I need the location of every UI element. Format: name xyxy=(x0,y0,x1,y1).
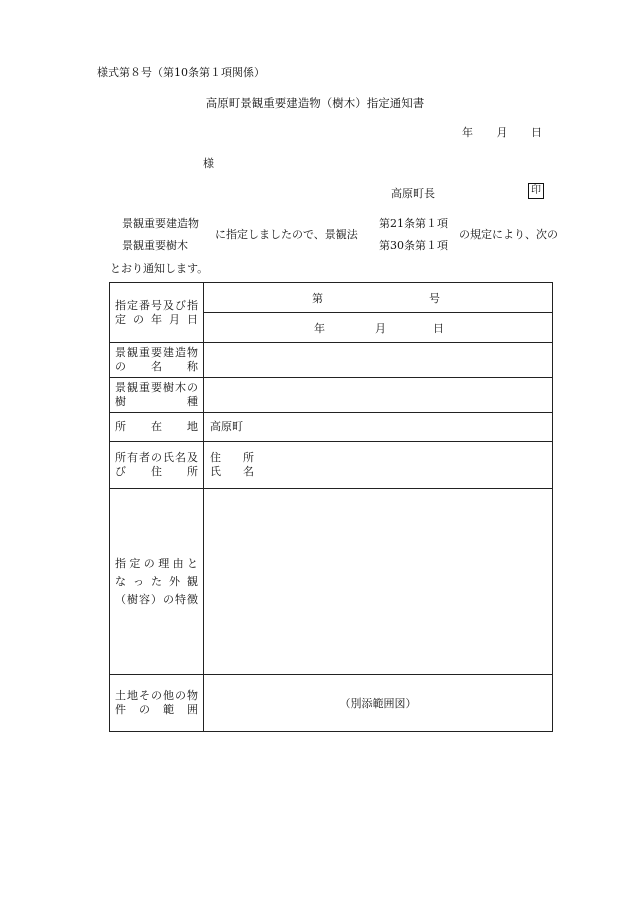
designation-form-table xyxy=(109,282,553,732)
form-number: 様式第８号（第10条第１項関係） xyxy=(97,66,265,79)
date-year: 年 xyxy=(314,322,325,335)
table-row xyxy=(110,675,553,732)
reason-label-cell xyxy=(110,489,204,675)
subject-building: 景観重要建造物 xyxy=(122,217,199,230)
seal-mark: 印 xyxy=(528,183,544,199)
building-name-label-line-2 xyxy=(110,360,203,374)
designation-label-cell xyxy=(110,283,204,343)
location-label-cell xyxy=(110,413,204,442)
label-char: 樹 xyxy=(115,395,126,408)
label-char: 所 xyxy=(187,465,198,478)
issue-date xyxy=(462,124,542,140)
subject-tree: 景観重要樹木 xyxy=(122,239,188,252)
owner-label-cell xyxy=(110,442,204,489)
tree-species-label-line-2 xyxy=(110,395,203,409)
label-char: 件 xyxy=(115,703,126,716)
article-building: 第21条第１項 xyxy=(379,217,448,230)
building-name-label-line-1: 景観重要建造物 xyxy=(115,346,198,359)
year-label: 年 xyxy=(462,126,473,139)
scope-label-cell xyxy=(110,675,204,732)
scope-value: （別添範囲図） xyxy=(339,697,417,710)
owner-value-cell[interactable] xyxy=(204,442,553,489)
scope-label-line-2 xyxy=(110,703,203,717)
number-prefix: 第 xyxy=(312,292,323,305)
building-name-value-cell[interactable] xyxy=(204,343,553,378)
label-char: 地 xyxy=(187,420,198,433)
tree-species-label-line-1: 景観重要樹木の xyxy=(115,381,198,394)
number-suffix: 号 xyxy=(429,292,440,305)
owner-name-label: 氏 名 xyxy=(210,465,254,478)
owner-address-label: 住 所 xyxy=(210,451,254,464)
tree-species-label-cell xyxy=(110,378,204,413)
designation-label-line-1: 指定番号及び指 xyxy=(115,298,198,312)
location-value-cell[interactable] xyxy=(204,413,553,442)
designation-date-cell[interactable] xyxy=(204,313,553,343)
scope-value-cell[interactable] xyxy=(204,675,553,732)
body-tail-text: の規定により、次の xyxy=(459,228,558,241)
reason-value-cell[interactable] xyxy=(204,489,553,675)
reason-label-line-2: なった外観 xyxy=(115,574,198,588)
date-month: 月 xyxy=(375,322,386,335)
table-row xyxy=(110,343,553,378)
day-label: 日 xyxy=(531,126,542,139)
building-name-label-cell xyxy=(110,343,204,378)
label-char: 所 xyxy=(115,420,126,433)
reason-label-line-3: （樹容）の特徴 xyxy=(115,592,198,606)
document-title: 高原町景観重要建造物（樹木）指定通知書 xyxy=(205,96,425,110)
tree-species-value-cell[interactable] xyxy=(204,378,553,413)
body-middle-text: に指定しましたので、景観法 xyxy=(215,228,358,241)
addressee-suffix: 様 xyxy=(203,157,214,170)
label-char: の xyxy=(115,360,126,373)
label-char: 種 xyxy=(187,395,198,408)
label-char: 範 xyxy=(163,703,174,716)
label-char: び xyxy=(115,465,126,478)
issuer-title: 高原町長 xyxy=(391,187,435,200)
table-row xyxy=(110,489,553,675)
designation-number-cell[interactable] xyxy=(204,283,553,313)
location-value: 高原町 xyxy=(210,420,243,433)
owner-label-line-1: 所有者の氏名及 xyxy=(115,451,198,464)
label-char: 囲 xyxy=(187,703,198,716)
label-char: 称 xyxy=(187,360,198,373)
table-row xyxy=(110,442,553,489)
date-day: 日 xyxy=(433,322,444,335)
reason-label-line-1: 指定の理由と xyxy=(115,556,198,570)
label-char: の xyxy=(139,703,150,716)
label-char: 名 xyxy=(151,360,162,373)
owner-label-line-2 xyxy=(110,465,203,479)
designation-label-line-2: 定 の 年 月 日 xyxy=(115,312,198,326)
body-line-2: とおり通知します。 xyxy=(110,262,209,275)
scope-label-line-1: 土地その他の物 xyxy=(115,689,198,702)
table-row xyxy=(110,378,553,413)
month-label: 月 xyxy=(496,126,508,139)
label-char: 住 xyxy=(151,465,162,478)
table-row xyxy=(110,413,553,442)
label-char: 在 xyxy=(151,420,162,433)
table-row xyxy=(110,283,553,313)
article-tree: 第30条第１項 xyxy=(379,239,448,252)
location-label xyxy=(110,420,203,434)
